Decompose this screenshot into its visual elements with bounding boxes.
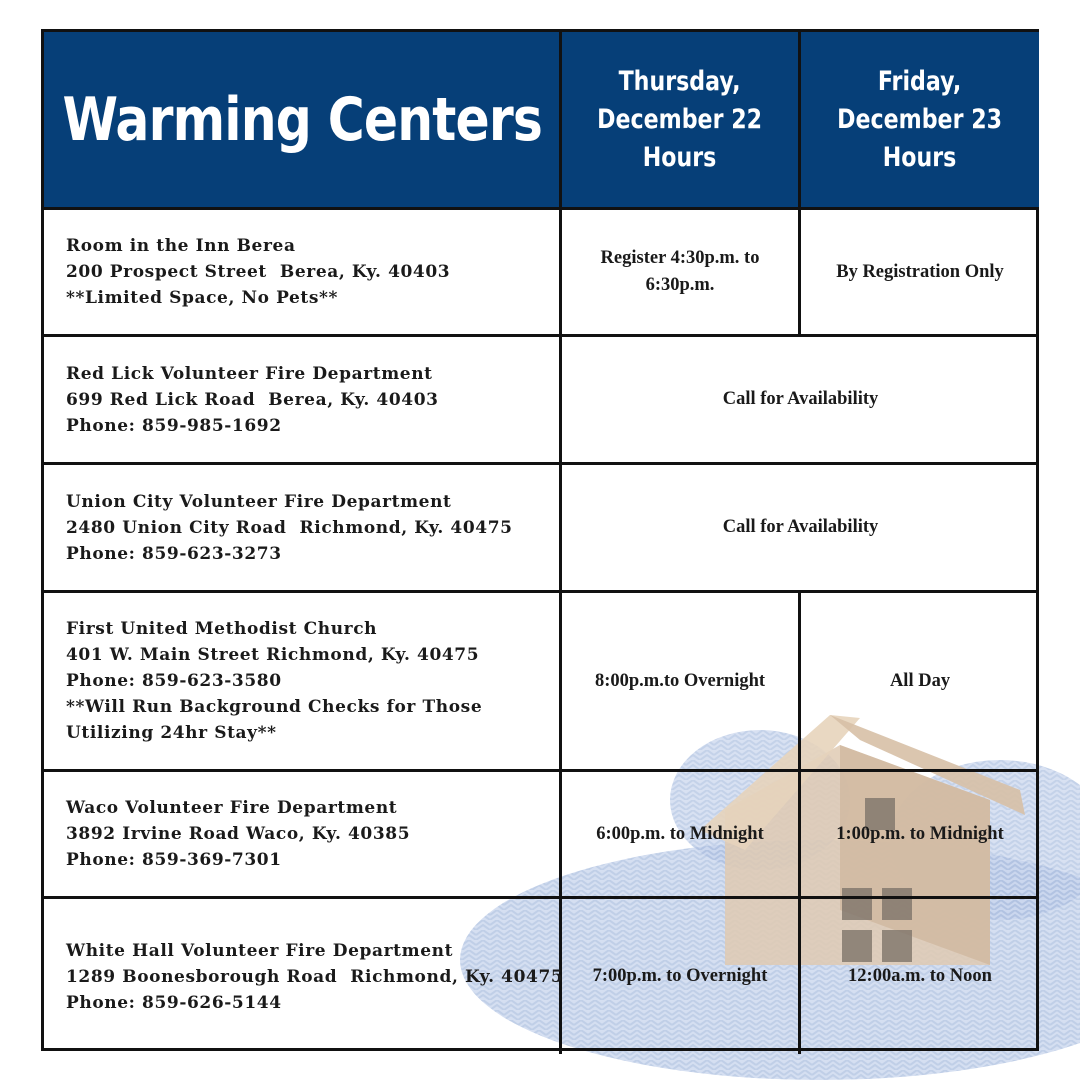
header-title-cell: [44, 32, 562, 210]
location-name: Room in the Inn Berea: [66, 236, 296, 256]
thursday-hours: 8:00p.m.to Overnight: [562, 593, 801, 772]
location-name: White Hall Volunteer Fire Department: [66, 940, 454, 961]
location-name: First United Methodist Church: [66, 619, 378, 639]
location-waco: [44, 772, 562, 899]
friday-header: Friday, December 23 Hours: [837, 65, 1003, 173]
location-note: Utilizing 24hr Stay**: [66, 723, 277, 743]
thursday-hours: 6:00p.m. to Midnight: [562, 772, 801, 899]
location-name: Union City Volunteer Fire Department: [66, 491, 452, 512]
location-address: 401 W. Main Street Richmond, Ky. 40475: [66, 645, 480, 665]
combined-hours: Call for Availability: [562, 465, 1039, 593]
thursday-header: Thursday, December 22 Hours: [597, 65, 763, 173]
location-red-lick: [44, 337, 562, 465]
location-name: Red Lick Volunteer Fire Department: [66, 363, 433, 384]
friday-hours: All Day: [801, 593, 1039, 772]
location-note: **Limited Space, No Pets**: [66, 288, 339, 308]
location-union-city: [44, 465, 562, 593]
thursday-hours: Register 4:30p.m. to 6:30p.m.: [562, 210, 801, 337]
location-phone: Phone: 859-623-3273: [66, 543, 282, 564]
location-note: **Will Run Background Checks for Those: [66, 697, 483, 717]
location-name: Waco Volunteer Fire Department: [66, 798, 398, 818]
location-address: 3892 Irvine Road Waco, Ky. 40385: [66, 824, 411, 844]
friday-hours: 12:00a.m. to Noon: [848, 966, 992, 986]
location-phone: Phone: 859-623-3580: [66, 671, 282, 691]
friday-hours: By Registration Only: [801, 210, 1039, 337]
location-phone: Phone: 859-369-7301: [66, 850, 282, 870]
friday-hours: 1:00p.m. to Midnight: [801, 772, 1039, 899]
location-address: 699 Red Lick Road Berea, Ky. 40403: [66, 389, 439, 410]
location-phone: Phone: 859-626-5144: [66, 992, 282, 1013]
warming-centers-table: [41, 29, 1039, 1051]
page-title: Warming Centers: [62, 84, 543, 155]
thursday-hours: 7:00p.m. to Overnight: [562, 899, 801, 1054]
header-friday-cell: [801, 32, 1039, 210]
location-address: 200 Prospect Street Berea, Ky. 40403: [66, 262, 451, 282]
location-first-united-methodist: [44, 593, 562, 772]
location-address: 1289 Boonesborough Road Richmond, Ky. 40475: [66, 966, 564, 987]
location-room-in-the-inn: [44, 210, 562, 337]
location-address: 2480 Union City Road Richmond, Ky. 40475: [66, 517, 513, 538]
header-thursday-cell: [562, 32, 801, 210]
combined-hours: Call for Availability: [562, 337, 1039, 465]
location-white-hall: [44, 899, 562, 1054]
location-phone: Phone: 859-985-1692: [66, 415, 282, 436]
